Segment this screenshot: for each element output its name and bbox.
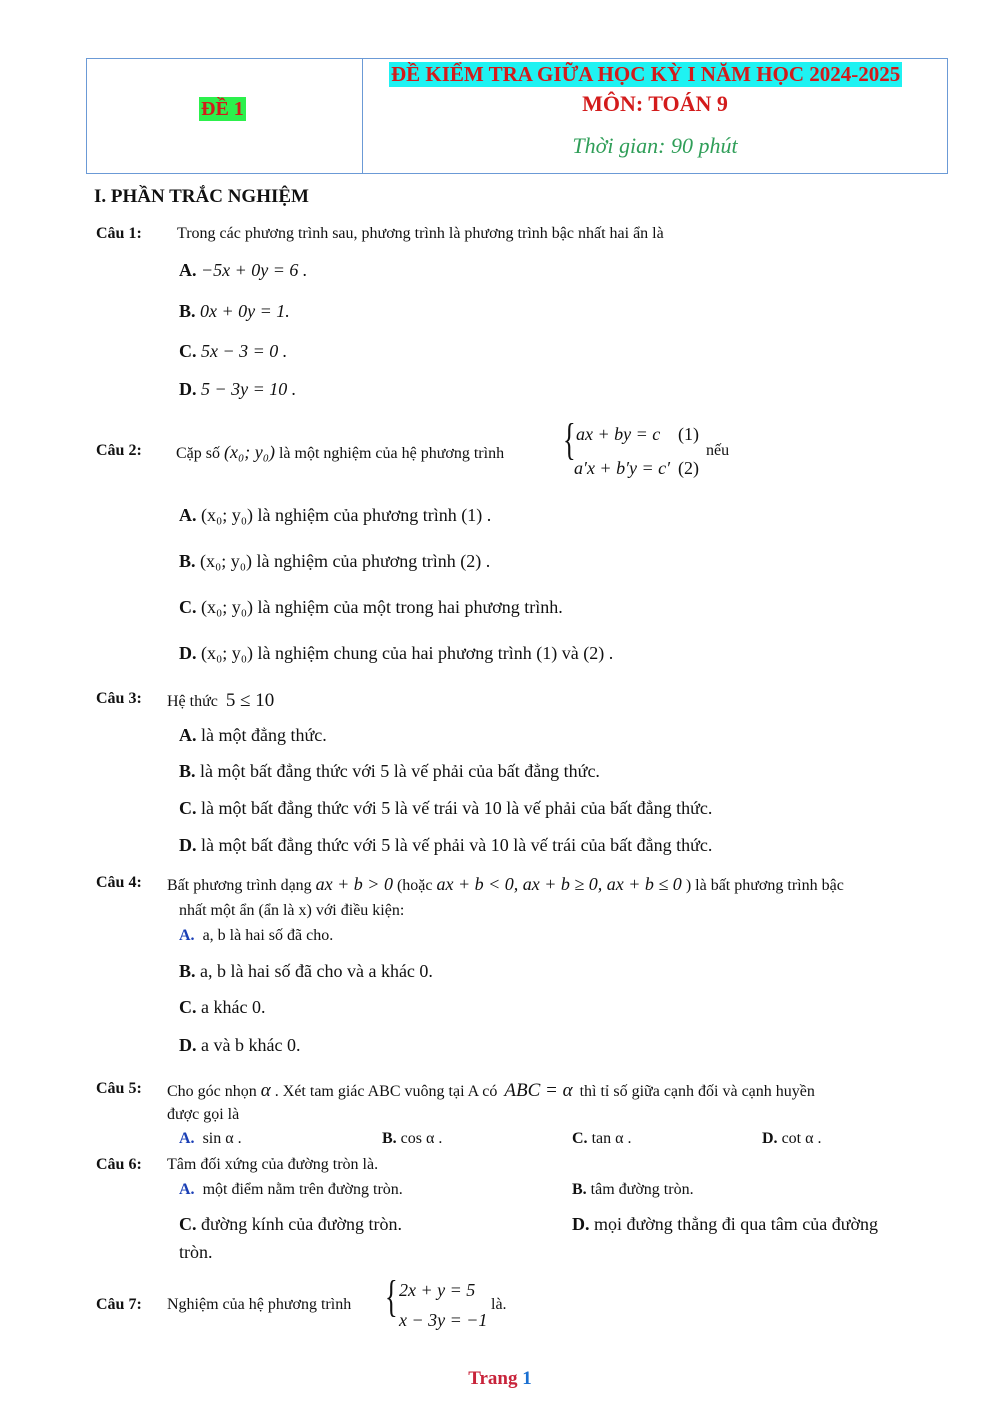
q5-number: Câu 5: bbox=[96, 1080, 142, 1097]
page-footer bbox=[0, 1368, 1000, 1390]
option-text: a, b là hai số đã cho. bbox=[202, 927, 334, 944]
q4-option-a[interactable] bbox=[179, 927, 333, 945]
q1-option-c[interactable] bbox=[179, 341, 287, 362]
q4-expr-a: ax + b > 0 bbox=[315, 874, 393, 894]
option-text: a và b khác 0. bbox=[201, 1035, 301, 1055]
exam-subject: MÔN: TOÁN 9 bbox=[582, 91, 728, 116]
q4-option-d[interactable] bbox=[179, 1035, 300, 1056]
q5-expr: ABC = α bbox=[504, 1080, 573, 1101]
header-right bbox=[362, 0, 948, 174]
q1-option-b[interactable] bbox=[179, 301, 290, 322]
q2-text-b: là một nghiệm của hệ phương trình bbox=[278, 445, 505, 462]
q3-stem bbox=[167, 690, 274, 712]
q3-option-d[interactable] bbox=[179, 835, 712, 856]
option-text: (x₀; y₀) là nghiệm của phương trình (1) . bbox=[201, 505, 492, 525]
q6-number: Câu 6: bbox=[96, 1156, 142, 1173]
option-text: sin α . bbox=[202, 1130, 242, 1147]
q3-expr: 5 ≤ 10 bbox=[225, 690, 275, 711]
option-label: C. bbox=[179, 997, 197, 1017]
q4-text-a: Bất phương trình dạng bbox=[167, 877, 312, 894]
q4-expr-b: ax + b < 0, ax + b ≥ 0, ax + b ≤ 0 bbox=[436, 874, 682, 894]
q3-option-c[interactable] bbox=[179, 798, 712, 819]
q7-text-a: Nghiệm của hệ phương trình bbox=[167, 1296, 352, 1313]
q2-pair: (x₀; y₀) bbox=[224, 442, 275, 462]
q6-option-b[interactable] bbox=[572, 1181, 694, 1199]
q1-number: Câu 1: bbox=[96, 225, 142, 242]
q5-option-c[interactable] bbox=[572, 1130, 632, 1148]
option-text: là một bất đẳng thức với 5 là vế phải và 10 là vế trái của bất đẳng thức. bbox=[201, 835, 713, 855]
q2-eq1-tag: (1) bbox=[678, 424, 699, 444]
q5-option-b[interactable] bbox=[382, 1130, 442, 1148]
q2-system-brace: { bbox=[563, 415, 576, 464]
option-text: đường kính của đường tròn. bbox=[201, 1214, 403, 1234]
q3-number: Câu 3: bbox=[96, 690, 142, 707]
q4-stem bbox=[167, 874, 844, 895]
option-text: 5 − 3y = 10 . bbox=[201, 379, 297, 399]
q4-option-b[interactable] bbox=[179, 961, 433, 982]
q1-option-d[interactable] bbox=[179, 379, 296, 400]
q5-text-b: . Xét tam giác ABC vuông tại A có bbox=[274, 1083, 498, 1100]
option-label: D. bbox=[179, 835, 197, 855]
q7-eq2: x − 3y = −1 bbox=[399, 1310, 488, 1330]
q7-system-brace: { bbox=[385, 1272, 398, 1321]
q3-text: Hệ thức bbox=[167, 693, 218, 710]
q1-option-a[interactable] bbox=[179, 260, 307, 281]
option-text: (x₀; y₀) là nghiệm chung của hai phương trình (1) và (2) . bbox=[201, 643, 614, 663]
q5-stem bbox=[167, 1080, 815, 1102]
q2-eq2: a′x + b′y = c′ bbox=[574, 458, 671, 478]
option-text: một điểm nằm trên đường tròn. bbox=[202, 1181, 403, 1198]
footer-label: Trang bbox=[468, 1368, 518, 1389]
option-label: D. bbox=[572, 1214, 590, 1234]
q2-option-a[interactable] bbox=[179, 505, 491, 526]
option-label: D. bbox=[179, 379, 197, 399]
q4-option-c[interactable] bbox=[179, 997, 265, 1018]
option-label: B. bbox=[179, 551, 196, 571]
q6-option-c[interactable] bbox=[179, 1214, 402, 1235]
option-text: −5x + 0y = 6 . bbox=[201, 260, 308, 280]
q3-option-b[interactable] bbox=[179, 761, 600, 782]
option-text: là một bất đẳng thức với 5 là vế phải của bất đẳng thức. bbox=[200, 761, 600, 781]
option-label: A. bbox=[179, 260, 197, 280]
q4-number: Câu 4: bbox=[96, 874, 142, 891]
q4-text-c: ) là bất phương trình bậc bbox=[685, 877, 844, 894]
option-label: A. bbox=[179, 1181, 195, 1198]
option-label: B. bbox=[179, 961, 196, 981]
exam-code: ĐỀ 1 bbox=[201, 98, 244, 120]
option-text: 5x − 3 = 0 . bbox=[201, 341, 288, 361]
q5-alpha: α bbox=[260, 1080, 271, 1101]
option-label: D. bbox=[762, 1130, 778, 1147]
option-text: 0x + 0y = 1. bbox=[200, 301, 290, 321]
q4-text-line2: nhất một ẩn (ẩn là x) với điều kiện: bbox=[179, 902, 405, 919]
q2-number: Câu 2: bbox=[96, 442, 142, 459]
page-number: 1 bbox=[522, 1368, 532, 1389]
option-label: C. bbox=[179, 341, 197, 361]
option-text: mọi đường thẳng đi qua tâm của đường bbox=[594, 1214, 879, 1234]
option-label: A. bbox=[179, 927, 195, 944]
option-text: a, b là hai số đã cho và a khác 0. bbox=[200, 961, 433, 981]
exam-time: Thời gian: 90 phút bbox=[572, 133, 738, 158]
option-text: (x₀; y₀) là nghiệm của một trong hai phương trình. bbox=[201, 597, 563, 617]
option-label: B. bbox=[382, 1130, 397, 1147]
option-text: (x₀; y₀) là nghiệm của phương trình (2) . bbox=[200, 551, 491, 571]
option-label: A. bbox=[179, 725, 197, 745]
q7-eq1: 2x + y = 5 bbox=[399, 1280, 476, 1300]
q6-option-a[interactable] bbox=[179, 1181, 403, 1199]
q2-option-b[interactable] bbox=[179, 551, 490, 572]
q6-text: Tâm đối xứng của đường tròn là. bbox=[167, 1156, 379, 1173]
q6-option-d-continued: tròn. bbox=[179, 1242, 213, 1262]
option-text: cos α . bbox=[400, 1130, 443, 1147]
option-label: C. bbox=[179, 1214, 197, 1234]
q4-text-b: (hoặc bbox=[396, 877, 433, 894]
q5-text-a: Cho góc nhọn bbox=[167, 1083, 257, 1100]
option-label: A. bbox=[179, 505, 197, 525]
option-text: a khác 0. bbox=[201, 997, 266, 1017]
q2-text-c: nếu bbox=[706, 442, 730, 459]
q2-eq1: ax + by = c bbox=[576, 424, 661, 444]
option-label: A. bbox=[179, 1130, 195, 1147]
q2-stem bbox=[176, 442, 504, 463]
option-label: B. bbox=[179, 301, 196, 321]
option-text: là một bất đẳng thức với 5 là vế trái và 10 là vế phải của bất đẳng thức. bbox=[201, 798, 713, 818]
option-label: B. bbox=[572, 1181, 587, 1198]
option-label: C. bbox=[572, 1130, 588, 1147]
q2-option-c[interactable] bbox=[179, 597, 563, 618]
q7-text-b: là. bbox=[491, 1296, 507, 1313]
q5-text-line2: được gọi là bbox=[167, 1106, 240, 1123]
exam-title: ĐỀ KIỂM TRA GIỮA HỌC KỲ I NĂM HỌC 2024-2025 bbox=[391, 62, 901, 86]
option-text: cot α . bbox=[781, 1130, 822, 1147]
option-text: tâm đường tròn. bbox=[590, 1181, 694, 1198]
q7-number: Câu 7: bbox=[96, 1296, 142, 1313]
option-text: tan α . bbox=[591, 1130, 632, 1147]
q3-option-a[interactable] bbox=[179, 725, 327, 746]
option-label: D. bbox=[179, 1035, 197, 1055]
section-heading: I. PHẦN TRẮC NGHIỆM bbox=[94, 186, 309, 207]
q1-text: Trong các phương trình sau, phương trình là phương trình bậc nhất hai ẩn là bbox=[177, 225, 664, 242]
q6-option-d[interactable] bbox=[572, 1214, 878, 1235]
q2-option-d[interactable] bbox=[179, 643, 613, 664]
option-label: D. bbox=[179, 643, 197, 663]
option-label: C. bbox=[179, 597, 197, 617]
option-text: là một đẳng thức. bbox=[201, 725, 327, 745]
q5-text-c: thì tỉ số giữa cạnh đối và cạnh huyền bbox=[579, 1083, 815, 1100]
q5-option-d[interactable] bbox=[762, 1130, 822, 1148]
option-label: C. bbox=[179, 798, 197, 818]
q2-eq2-tag: (2) bbox=[678, 458, 699, 478]
q2-text-a: Cặp số bbox=[176, 445, 220, 462]
q5-option-a[interactable] bbox=[179, 1130, 242, 1148]
option-label: B. bbox=[179, 761, 196, 781]
